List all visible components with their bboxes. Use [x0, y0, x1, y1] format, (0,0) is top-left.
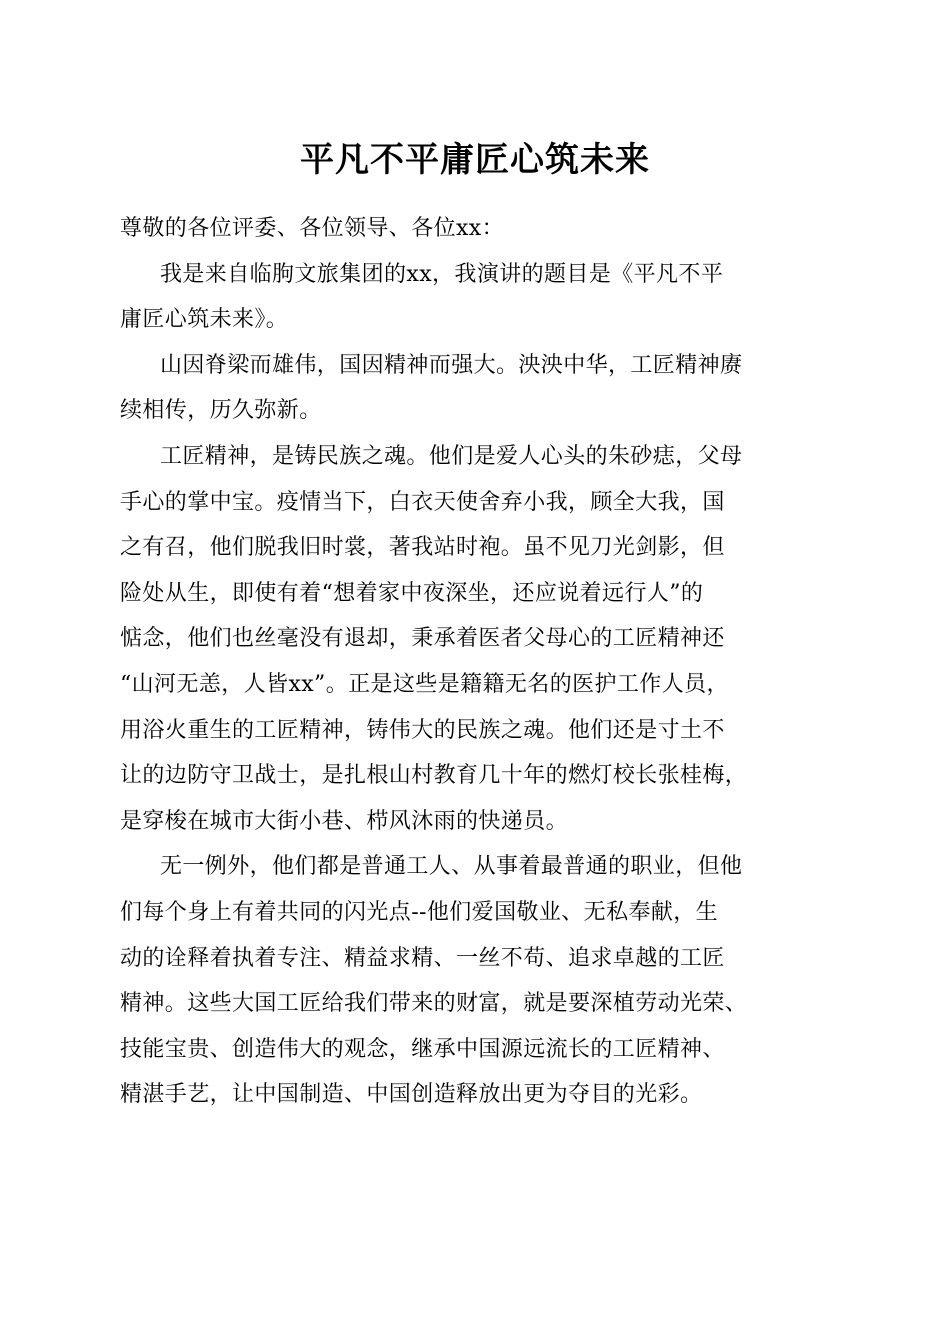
text-line-17: 动的诠释着执着专注、精益求精、一丝不苟、追求卓越的工匠: [120, 945, 725, 971]
text-line-7: 手心的掌中宝。疫情当下，白衣天使舍弃小我，顾全大我，国: [120, 489, 725, 515]
text-line-5: 续相传，历久弥新。: [120, 398, 322, 424]
document-title: 平凡不平庸匠心筑未来: [300, 140, 650, 180]
text-line-20: 精湛手艺，让中国制造、中国创造释放出更为夺目的光彩。: [120, 1082, 703, 1108]
document-body: [120, 206, 835, 1118]
text-line-18: 精神。这些大国工匠给我们带来的财富，就是要深植劳动光荣、: [120, 991, 748, 1017]
text-line-3: 庸匠心筑未来》。: [120, 307, 289, 333]
text-line-8: 之有召，他们脱我旧时裳，著我站时袍。虽不见刀光剑影，但: [120, 535, 725, 561]
text-line-6: 工匠精神，是铸民族之魂。他们是爱人心头的朱砂痣，父母: [160, 443, 743, 469]
text-line-9: 险处从生，即使有着“想着家中夜深坐，还应说着远行人”的: [120, 580, 704, 606]
text-line-2: 我是来自临朐文旅集团的xx，我演讲的题目是《平凡不平: [160, 261, 724, 287]
text-line-10: 惦念，他们也丝毫没有退却，秉承着医者父母心的工匠精神还: [120, 626, 725, 652]
text-line-12: 用浴火重生的工匠精神，铸伟大的民族之魂。他们还是寸土不: [120, 717, 725, 743]
text-line-4: 山因脊梁而雄伟，国因精神而强大。泱泱中华，工匠精神赓: [160, 352, 743, 378]
text-line-16: 们每个身上有着共同的闪光点--他们爱国敬业、无私奉献，生: [120, 899, 719, 925]
text-line-15: 无一例外，他们都是普通工人、从事着最普通的职业，但他: [160, 854, 743, 880]
text-line-13: 让的边防守卫战士，是扎根山村教育几十年的燃灯校长张桂梅，: [120, 763, 748, 789]
text-line-19: 技能宝贵、创造伟大的观念，继承中国源远流长的工匠精神、: [120, 1036, 725, 1062]
text-line-14: 是穿梭在城市大街小巷、栉风沐雨的快递员。: [120, 808, 569, 834]
text-line-11: “山河无恙，人皆xx”。正是这些是籍籍无名的医护工作人员，: [120, 671, 729, 697]
text-line-1: 尊敬的各位评委、各位领导、各位xx：: [120, 216, 505, 241]
